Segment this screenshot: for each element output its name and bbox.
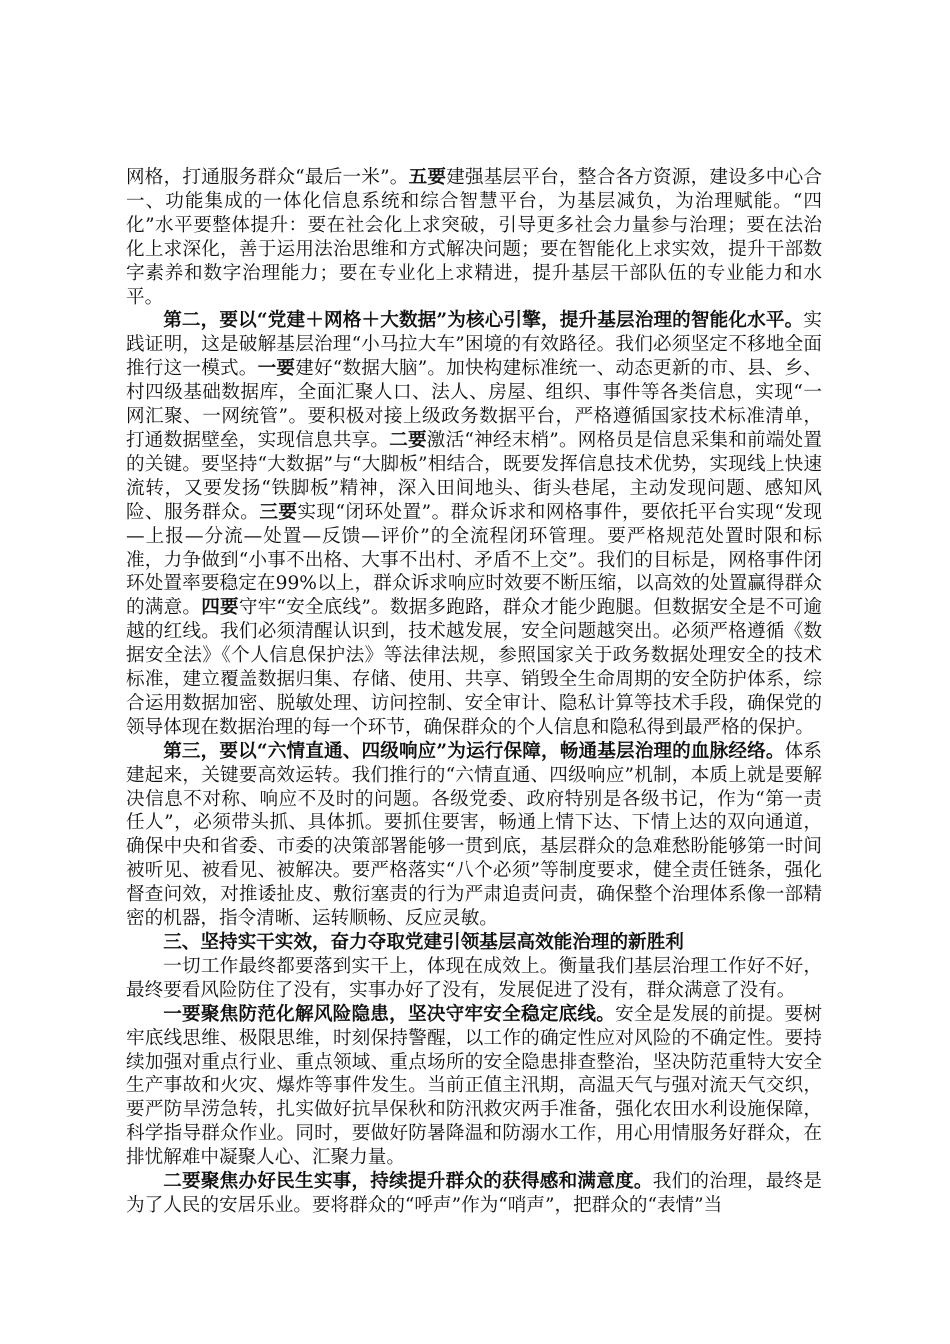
bold-run-livelihood-heading: 二要聚焦办好民生实事，持续提升群众的获得感和满意度。: [163, 1171, 653, 1193]
paragraph-intro-practical: [126, 955, 822, 1003]
text-run: 体系建起来，关键要高效运转。我们推行的“六情直通、四级响应”机制，本质上就是要解决信息不对称、响应不及时的问题。各级党委、政府特别是各级书记，作为“第一责任人”，必须带头抓、具体抓。要抓住要害，畅通上情下达、下情上达的双向通道，确保中央和省委、市委的决策部署能够一贯到底，基层群众的急难愁盼能够第一时间被听见、被看见、被解决。要严格落实“八个必须”等制度要求，健全责任链条，强化督查问效，对推诿扯皮、敷衍塞责的行为严肃追责问责，确保整个治理体系像一部精密的机器，指令清晰、运转顺畅、反应灵敏。: [126, 740, 822, 930]
text-run: 我们的治理，最终是为了人民的安居乐业。要将群众的“呼声”作为“哨声”，把群众的“表情”当: [126, 1171, 822, 1216]
text-run: 实践证明，这是破解基层治理“小马拉大车”困境的有效路径。我们必须坚定不移地全面推行这一模式。: [126, 310, 822, 380]
text-run: 建好“数据大脑”。加快构建标准统一、动态更新的市、县、乡、村四级基础数据库，全面汇聚人口、法人、房屋、组织、事件等各类信息，实现“一网汇聚、一网统管”。要积极对接上级政务数据平台，严格遵循国家技术标准清单，打通数据壁垒，实现信息共享。: [126, 358, 822, 451]
bold-run-siyao: 四要: [201, 597, 239, 619]
paragraph-five-musts: [126, 166, 822, 309]
paragraph-risk-prevention: [126, 1003, 822, 1170]
bold-run-risk-heading: 一要聚焦防范化解风险隐患，坚决守牢安全稳定底线。: [163, 1003, 616, 1025]
bold-run-eryao: 二要: [389, 429, 427, 451]
bold-run-third-heading: 第三，要以“六情直通、四级响应”为运行保障，畅通基层治理的血脉经络。: [163, 740, 785, 762]
document-body: [126, 166, 822, 1218]
text-run: 实现“闭环处置”。群众诉求和网格事件，要依托平台实现“发现—上报—分流—处置—反馈—评价”的全流程闭环管理。要严格规范处置时限和标准，力争做到“小事不出格、大事不出村、矛盾不上交”。我们的目标是，网格事件闭环处置率要稳定在99%以上，群众诉求响应时效要不断压缩，以高效的处置赢得群众的满意。: [126, 501, 822, 619]
text-run: 一切工作最终都要落到实干上，体现在成效上。衡量我们基层治理工作好不好，最终要看风险防住了没有，实事办好了没有，发展促进了没有，群众满意了没有。: [126, 955, 822, 1001]
bold-run-sanyao: 三要: [259, 501, 298, 523]
text-run: 激活“神经末梢”。网格员是信息采集和前端处置的关键。要坚持“大数据”与“大脚板”相结合，既要发挥信息技术优势，实现线上快速流转，又要发扬“铁脚板”精神，深入田间地头、街头巷尾，主动发现问题、感知风险、服务群众。: [126, 429, 822, 523]
paragraph-second-point: [126, 309, 822, 739]
text-run: 建强基层平台，整合各方资源，建设多中心合一、功能集成的一体化信息系统和综合智慧平台，为基层减负，为治理赋能。“四化”水平要整体提升：要在社会化上求突破，引导更多社会力量参与治理；要在法治化上求深化，善于运用法治思维和方式解决问题；要在智能化上求实效，提升干部数字素养和数字治理能力；要在专业化上求精进，提升基层干部队伍的专业能力和水平。: [126, 167, 822, 308]
bold-run-wuyao: 五要: [408, 167, 447, 188]
paragraph-third-point: [126, 740, 822, 931]
section-heading-three: [126, 931, 822, 955]
paragraph-livelihood: [126, 1170, 822, 1218]
section-heading-text: 三、坚持实干实效，奋力夺取党建引领基层高效能治理的新胜利: [163, 932, 684, 953]
text-run: 守牢“安全底线”。数据多跑路，群众才能少跑腿。但数据安全是不可逾越的红线。我们必须清醒认识到，技术越发展，安全问题越突出。必须严格遵循《数据安全法》《个人信息保护法》等法律法规，参照国家关于政务数据处理安全的技术标准，建立覆盖数据归集、存储、使用、共享、销毁全生命周期的安全防护体系，综合运用数据加密、脱敏处理、访问控制、安全审计、隐私计算等技术手段，确保党的领导体现在数据治理的每一个环节，确保群众的个人信息和隐私得到最严格的保护。: [126, 597, 822, 738]
text-run: 安全是发展的前提。要树牢底线思维、极限思维，时刻保持警醒，以工作的确定性应对风险的不确定性。要持续加强对重点行业、重点领域、重点场所的安全隐患排查整治，坚决防范重特大安全生产事故和火灾、爆炸等事件发生。当前正值主汛期，高温天气与强对流天气交织，要严防旱涝急转，扎实做好抗旱保秋和防汛救灾两手准备，强化农田水利设施保障，科学指导群众作业。同时，要做好防暑降温和防溺水工作，用心用情服务好群众，在排忧解难中凝聚人心、汇聚力量。: [126, 1003, 822, 1169]
text-run: 网格，打通服务群众“最后一米”。: [126, 167, 409, 188]
bold-run-second-heading: 第二，要以“党建＋网格＋大数据”为核心引擎，提升基层治理的智能化水平。: [163, 310, 804, 332]
bold-run-yiyao: 一要: [257, 358, 296, 380]
